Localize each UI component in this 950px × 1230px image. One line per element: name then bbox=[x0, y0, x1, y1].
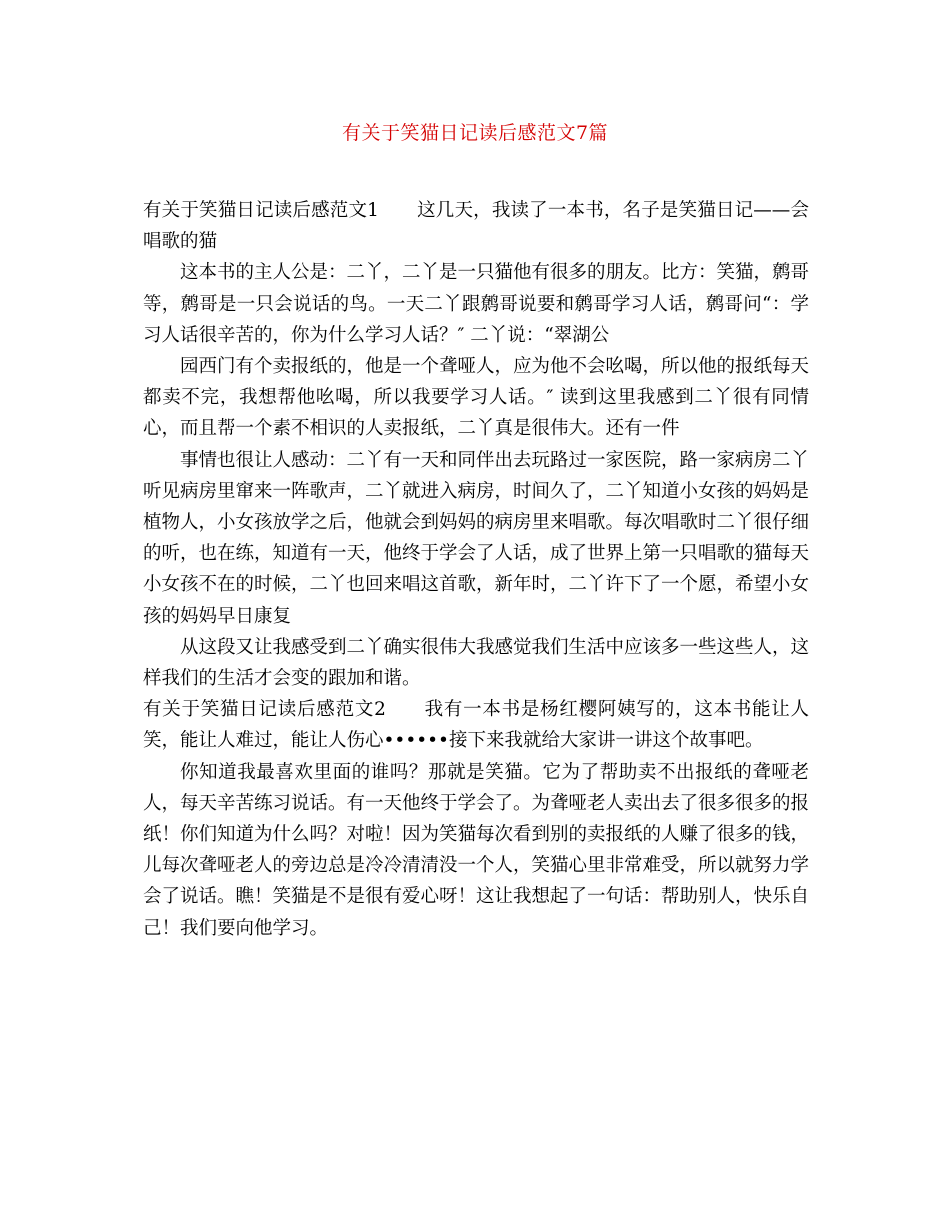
section-1-paragraph: 事情也很让人感动：二丫有一天和同伴出去玩路过一家医院，路一家病房二丫听见病房里窜来一阵歌声，二丫就进入病房，时间久了，二丫知道小女孩的妈妈是植物人，小女孩放学之后，他就会到妈妈的病房里来唱歌。每次唱歌时二丫很仔细的听，也在练，知道有一天，他终于学会了人话，成了世界上第一只唱歌的猫每天小女孩不在的时候，二丫也回来唱这首歌，新年时，二丫许下了一个愿，希望小女孩的妈妈早日康复 bbox=[143, 449, 810, 627]
section-2-paragraph: 你知道我最喜欢里面的谁吗？那就是笑猫。它为了帮助卖不出报纸的聋哑老人，每天辛苦练习说话。有一天他终于学会了。为聋哑老人卖出去了很多很多的报纸！你们知道为什么吗？对啦！因为笑猫每次看到别的卖报纸的人赚了很多的钱，儿每次聋哑老人的旁边总是冷冷清清没一个人，笑猫心里非常难受，所以就努力学会了说话。瞧！笑猫是不是很有爱心呀！这让我想起了一句话：帮助别人，快乐自己！我们要向他学习。 bbox=[143, 761, 810, 939]
section-1-lead: 这几天，我读了一本书，名子是笑猫日记——会唱歌的猫 bbox=[143, 200, 809, 253]
section-1-paragraph: 从这段又让我感受到二丫确实很伟大我感觉我们生活中应该多一些这些人，这样我们的生活才会变的跟加和谐。 bbox=[143, 636, 810, 690]
section-1-heading: 有关于笑猫日记读后感范文1 bbox=[143, 200, 379, 221]
section-1-paragraph: 这本书的主人公是：二丫，二丫是一只猫他有很多的朋友。比方：笑猫，鹩哥等，鹩哥是一只会说话的鸟。一天二丫跟鹩哥说要和鹩哥学习人话，鹩哥问“：学习人话很辛苦的，你为什么学习人话？″ 二丫说：“翠湖公 bbox=[143, 262, 810, 346]
section-2-lead: 我有一本书是杨红樱阿姨写的，这本书能让人笑，能让人难过，能让人伤心••••••接下来我就给大家讲一讲这个故事吧。 bbox=[143, 699, 809, 752]
document-body bbox=[143, 195, 809, 944]
section-2-heading: 有关于笑猫日记读后感范文2 bbox=[143, 699, 386, 721]
section-1-heading-paragraph bbox=[143, 195, 809, 257]
section-2-heading-paragraph bbox=[143, 694, 809, 756]
page-title: 有关于笑猫日记读后感范文7篇 bbox=[341, 122, 609, 144]
section-1-paragraph: 园西门有个卖报纸的，他是一个聋哑人，应为他不会吆喝，所以他的报纸每天都卖不完，我想帮他吆喝，所以我要学习人话。″ 读到这里我感到二丫很有同情心，而且帮一个素不相识的人卖报纸，二丫真是很伟大。还有一件 bbox=[143, 356, 810, 440]
